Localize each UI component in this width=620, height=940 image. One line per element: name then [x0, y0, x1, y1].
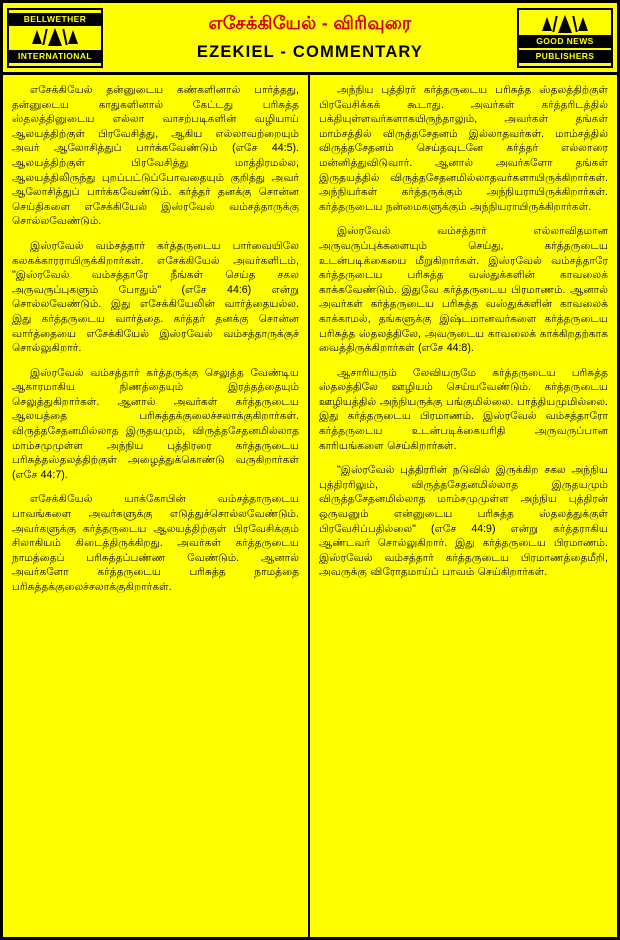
paragraph: அந்நிய புத்திரர் கர்த்தருடைய பரிசுத்த ஸ்தலத்திற்குள் பிரவேசிக்கக் கூடாது. அவர்கள் கர்த்தரிடத்தில் பக்தியுள்ளவர்களாகயிருந்தாலும், அவர்கள் தங்கள் மாம்சத்தில் விருத்தசேதனம் இல்லாதவர்கள். மாம்சத்தில் விருத்தசேதனம் செய்தவுடனே கர்த்தர் எல்லாரை மன்னித்துவிடுவார். ஆனால் அவர்களோ தங்கள் இருதயத்தில் விருத்தசேதனமில்லாதவர்களாயிருக்கிறார்கள். அந்நியர்கள் கர்த்தருக்கும் அந்நியராயிருக்கிறார்கள். கர்த்தருடைய நன்மைகளுக்கும் அந்நியராயிருக்கிறார்கள்.	[319, 84, 608, 213]
right-logo-container	[513, 3, 617, 72]
paragraph: எசேக்கியேல் தன்னுடைய கண்களினால் பார்த்தது, தன்னுடைய காதுகளினால் கேட்டது பரிசுத்த ஸ்தலத்தினுடைய எல்லா வாசற்படிகளின் வழியாய் ஆலயத்திற்குள் பிரவேசித்து, ஆகிய எல்லாவற்றையும் அவர் ஆலோசித்துப் பார்க்கவேண்டும் (எசே 44:5). ஆலயத்திற்குள் பிரவேசித்து மாத்திரமல்ல, ஆலயத்திலிருந்து புறப்பட்டுப்போவதையும் குறித்து அவர் ஆலோசித்துப் பார்க்கவேண்டும். கர்த்தர் தனக்கு சொன்ன செய்திகளை எசேக்கியேல் இஸ்ரவேல் வம்சத்தாருக்கு சொல்லவேண்டும்.	[12, 84, 299, 228]
logo-title-lower: PUBLISHERS	[519, 50, 611, 63]
page-title-tamil: எசேக்கியேல் - விரிவுரை	[208, 13, 412, 33]
paragraph: இஸ்ரவேல் வம்சத்தார் எல்லாவிதமான அருவருப்புக்களையும் செய்து, கர்த்தருடைய உடன்படிக்கையை மீறுகிறார்கள். இஸ்ரவேல் வம்சத்தாரே கர்த்தருடைய பரிசுத்த வஸ்துக்களின் காவலைக் காக்கவேண்டும். இதுவே கர்த்தருடைய பிரமாணம். ஆனால் அவர்கள் கர்த்தருடைய பரிசுத்த வஸ்துக்களின் காவலைக் காக்காமல், தங்களுக்கு இஷ்டமானவர்களை கர்த்தருடைய பரிசுத்த ஸ்தலத்திலே, அவருடைய காவலைக் காக்கிறதற்காக வைத்திருக்கிறார்கள் (எசே 44:8).	[319, 225, 608, 355]
paragraph: "இஸ்ரவேல் புத்திரரின் நடுவில் இருக்கிற சகல அந்நிய புத்திரரிலும், விருத்தசேதனமில்லாத இருதயமும் விருத்தசேதனமில்லாத மாம்சமுமுள்ள அந்நிய புத்திரன் ஒருவனும் என்னுடைய பரிசுத்த ஸ்தலத்துக்குள் பிரவேசிப்பதில்லை" (எசே 44:9) என்று கர்த்தராகிய ஆண்டவர் சொல்லுகிறார். இது கர்த்தருடைய பிரமாணம். இஸ்ரவேல் வம்சத்தார் கர்த்தருடைய பிரமாணத்தைமீறி, அவருக்கு விரோதமாய்ப் பாவம் செய்கிறார்கள்.	[319, 464, 608, 579]
logo-title-upper: GOOD NEWS	[519, 35, 611, 48]
document-header	[3, 3, 617, 75]
bellwether-international-logo	[7, 8, 103, 68]
bell-tower-icon	[9, 26, 101, 48]
left-text-column	[3, 75, 310, 937]
body-columns	[3, 75, 617, 937]
logo-title-lower: INTERNATIONAL	[9, 50, 101, 63]
paragraph: எசேக்கியேல் யாக்கோபின் வம்சத்தாருடைய பாவங்களை அவர்களுக்கு எடுத்துச்சொல்லவேண்டும். அவர்களுக்கு கர்த்தருடைய ஆலயத்திற்குள் பிரவேசிக்கும் சிலாகியம் கிடைத்திருக்கிறது. அவர்கள் கர்த்தருடைய நாமத்தைப் பரிசுத்தப்பண்ண வேண்டும். ஆனால் அவர்களோ கர்த்தருடைய பரிசுத்த நாமத்தை பரிசுத்தக்குலைச்சலாக்குகிறார்கள்.	[12, 493, 299, 593]
megaphone-tower-icon	[519, 13, 611, 35]
page-title-english: EZEKIEL - COMMENTARY	[196, 43, 424, 61]
right-text-column	[310, 75, 617, 937]
document-title-block	[107, 3, 513, 72]
paragraph: இஸ்ரவேல் வம்சத்தார் கர்த்தருக்கு செலுத்த வேண்டிய ஆகாரமாகிய நிணத்தையும் இரத்தத்தையும் செலுத்துகிறார்கள். ஆனால் அவர்கள் கர்த்தருடைய ஆலயத்தை பரிசுத்தக்குலைச்சலாக்குகிறார்கள். விருத்தசேதனமில்லாத இருதயமும், விருத்தசேதனமில்லாத மாம்சமுமுள்ள அந்நிய புத்திரரை கர்த்தருடைய பரிசுத்தஸ்தலத்திற்குள் அழைத்துக்கொண்டு வருகிறார்கள் (எசே 44:7).	[12, 366, 299, 481]
good-news-publishers-logo	[517, 8, 613, 68]
logo-title-upper: BELLWETHER	[9, 13, 101, 26]
paragraph: ஆசாரியரும் லேவியருமே கர்த்தருடைய பரிசுத்த ஸ்தலத்திலே ஊழியம் செய்யவேண்டும். கர்த்தருடைய ஊழியத்தில் அந்நியருக்கு பங்குமில்லை. பாத்தியமுமில்லை. இது கர்த்தருடைய பிரமாணம். இஸ்ரவேல் வம்சத்தாரோ கர்த்தருடைய உடன்படிக்கையரிதி அருவருப்பான காரியங்களை செய்கிறார்கள்.	[319, 366, 608, 452]
paragraph: இஸ்ரவேல் வம்சத்தார் கர்த்தருடைய பார்வையிலே கலகக்காரராயிருக்கிறார்கள். எசேக்கியேல் அவர்களிடம், "இஸ்ரவேல் வம்சத்தாரே நீங்கள் செய்த சகல அருவருப்புகளும் போதும்" (எசே 44:6) என்று சொல்லவேண்டும். இது எசேக்கியேலின் வார்த்தையல்ல. இது கர்த்தருடைய வார்த்தை. கர்த்தர் தனக்கு சொன்ன வார்த்தையை எசேக்கியேல் இஸ்ரவேல் வம்சத்தாருக்குச் சொல்லுகிறார்.	[12, 239, 299, 355]
left-logo-container	[3, 3, 107, 72]
